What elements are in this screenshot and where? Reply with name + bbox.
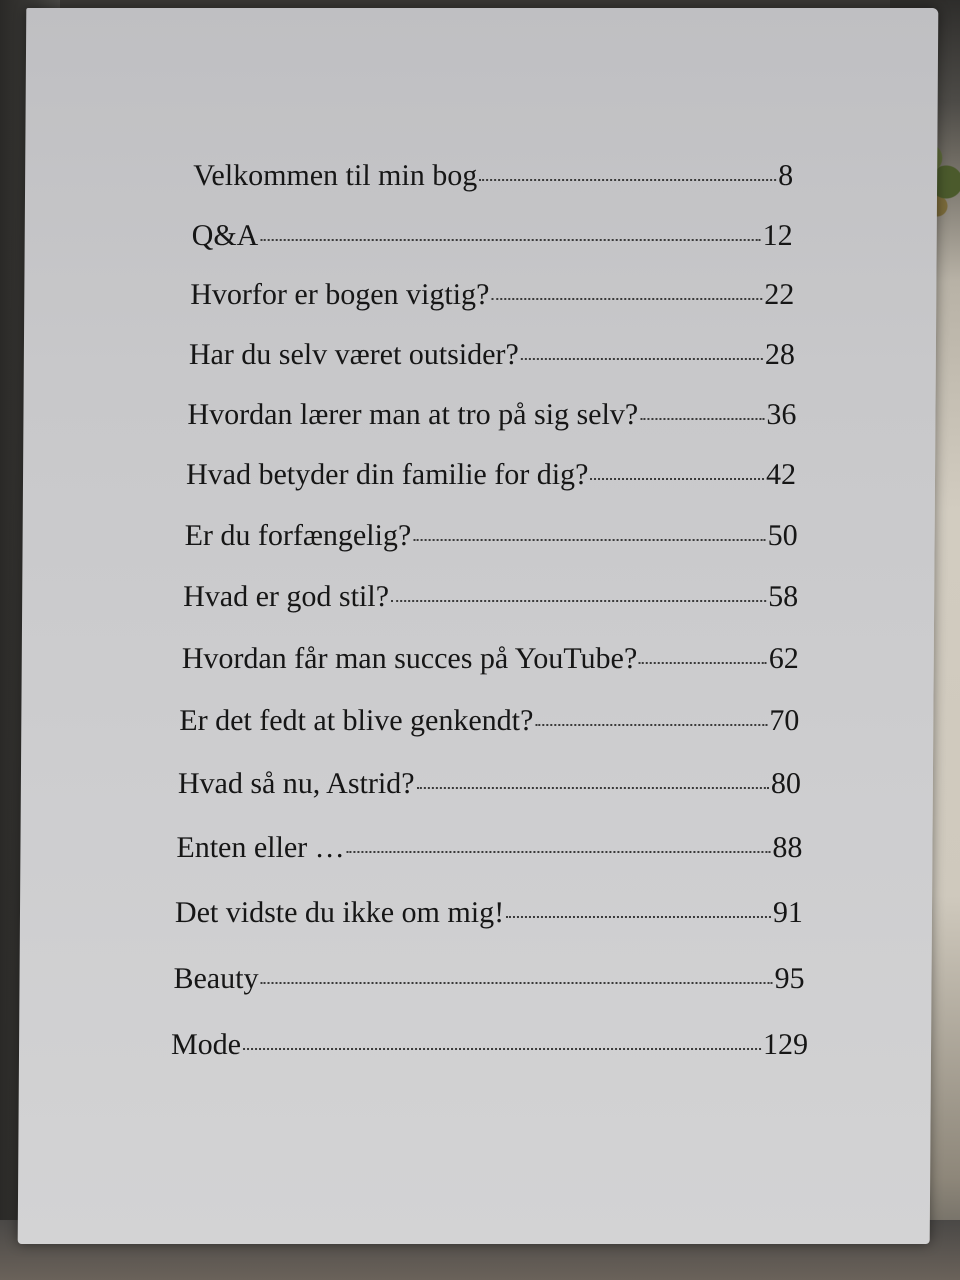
toc-entry-page-number: 80 — [770, 767, 802, 800]
toc-entry-title: Q&A — [191, 219, 259, 252]
toc-entry-page-number: 129 — [762, 1028, 809, 1061]
toc-entry-title: Hvorfor er bogen vigtig? — [190, 278, 490, 311]
toc-entry-title: Velkommen til min bog — [193, 159, 478, 192]
toc-dot-leader — [260, 239, 760, 241]
toc-dot-leader — [391, 600, 766, 602]
toc-entry-page-number: 91 — [772, 896, 804, 929]
toc-entry-title: Hvad så nu, Astrid? — [177, 767, 415, 800]
toc-dot-leader — [417, 787, 769, 789]
toc-entry-page-number: 70 — [769, 704, 800, 737]
toc-entry-page-number: 12 — [762, 219, 793, 252]
toc-entry-title: Beauty — [173, 962, 259, 995]
table-of-contents — [18, 8, 939, 1244]
toc-entry-page-number: 95 — [774, 962, 805, 995]
toc-dot-leader — [506, 916, 771, 918]
toc-entry-page-number: 8 — [778, 159, 794, 192]
toc-entry-page-number: 50 — [767, 519, 798, 552]
book-page — [18, 8, 939, 1244]
toc-entry — [192, 218, 793, 254]
toc-entry — [175, 895, 803, 931]
toc-entry — [185, 518, 798, 554]
toc-entry-title: Har du selv været outsider? — [188, 338, 519, 371]
toc-entry-page-number: 22 — [764, 278, 795, 311]
toc-entry-page-number: 36 — [766, 398, 797, 431]
toc-entry-page-number: 42 — [765, 458, 797, 491]
toc-entry-title: Er du forfængelig? — [184, 519, 412, 552]
toc-dot-leader — [479, 179, 776, 181]
toc-dot-leader — [260, 982, 772, 984]
toc-entry — [178, 766, 801, 802]
toc-entry-title: Hvad betyder din familie for dig? — [185, 458, 589, 491]
toc-entry-page-number: 28 — [764, 338, 796, 371]
toc-entry — [193, 158, 793, 194]
toc-dot-leader — [590, 478, 764, 480]
toc-entry-title: Hvordan får man succes på YouTube? — [181, 642, 638, 675]
toc-entry-title: Er det fedt at blive genkendt? — [179, 704, 534, 737]
toc-entry — [176, 830, 802, 866]
toc-dot-leader — [640, 418, 764, 420]
toc-entry-title: Hvordan lærer man at tro på sig selv? — [187, 398, 639, 431]
toc-entry-page-number: 62 — [768, 642, 799, 675]
toc-entry-title: Enten eller … — [176, 831, 345, 864]
toc-entry — [179, 703, 799, 739]
toc-dot-leader — [347, 851, 771, 853]
toc-dot-leader — [413, 539, 765, 541]
toc-entry-title: Det vidste du ikke om mig! — [174, 896, 505, 929]
toc-entry — [171, 1027, 808, 1063]
toc-entry-title: Mode — [170, 1028, 242, 1061]
toc-dot-leader — [243, 1048, 761, 1050]
toc-dot-leader — [491, 298, 762, 300]
toc-entry — [182, 641, 799, 677]
toc-dot-leader — [521, 358, 763, 360]
toc-dot-leader — [535, 724, 767, 726]
toc-entry — [186, 457, 796, 493]
toc-entry-page-number: 58 — [768, 580, 799, 613]
toc-entry — [173, 961, 804, 997]
toc-entry — [183, 579, 798, 615]
toc-entry — [190, 277, 794, 313]
toc-entry — [189, 337, 795, 373]
toc-entry-page-number: 88 — [772, 831, 803, 864]
toc-entry-title: Hvad er god stil? — [183, 580, 390, 613]
toc-entry — [187, 397, 796, 433]
toc-dot-leader — [639, 662, 767, 664]
